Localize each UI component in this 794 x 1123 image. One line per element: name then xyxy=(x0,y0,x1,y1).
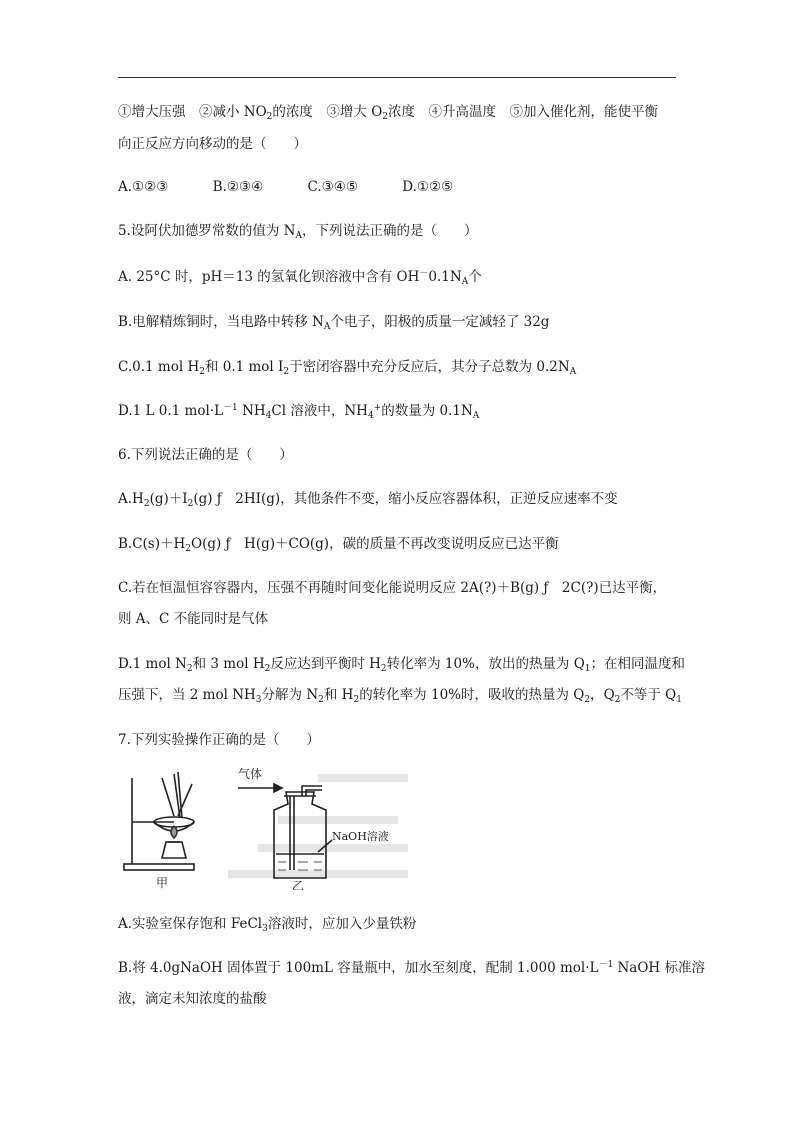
q5-option-b: B.电解精炼铜时，当电路中转移 $N_A$个电子，阳极的质量一定减轻了 32g xyxy=(118,314,550,332)
stand-apparatus xyxy=(124,772,194,870)
q6-option-c-line-1: C.若在恒温恒容容器内，压强不再随时间变化能说明反应 2A(?)＋B(g) ƒ 2C(?)已达平衡， xyxy=(118,580,667,596)
q6-option-d-line-1: D.1 mol $N_2$和 3 mol $H_2$反应达到平衡时 $H_2$转化率为 10%，放出的热量为 $Q_1$；在相同温度和 xyxy=(118,656,686,674)
q6-option-b: $B.C(s)+H_2O(g)$ ƒ H(g)＋CO(g)，碳的质量不再改变说明反应已达平衡 xyxy=(118,536,559,554)
header-rule xyxy=(118,77,676,78)
q7-apparatus-figure xyxy=(118,766,418,890)
q6-option-d-line-2: 压强下，当 2 mol $NH_3$分解为 $N_2$和 $H_2$的转化率为 10%时，吸收的热量为 $Q_2$，$Q_2$不等于 $Q_1$ xyxy=(118,687,682,705)
wash-bottle xyxy=(238,784,332,878)
q6-stem: 6.下列说法正确的是（ ） xyxy=(118,447,293,463)
label-jia: 甲 xyxy=(156,876,169,890)
q4-option-a: A.①②③ xyxy=(118,179,169,195)
q7-stem: 7.下列实验操作正确的是（ ） xyxy=(118,732,320,748)
label-naoh: NaOH溶液 xyxy=(332,830,389,843)
label-yi: 乙 xyxy=(292,879,305,890)
q5-option-c: C.0.1 mol $H_2$和 0.1 mol $I_2$于密闭容器中充分反应后，其分子总数为 $0.2N_A$ xyxy=(118,359,577,377)
q4-option-b: B.②③④ xyxy=(212,179,264,195)
q4-options xyxy=(118,178,493,196)
q5-option-d: D.1 L 0.1 $mol\cdot L^{-1}$ $NH_4Cl$ 溶液中，$NH_4^+$的数量为 $0.1N_A$ xyxy=(118,403,480,421)
label-gas: 气体 xyxy=(238,767,263,781)
q5-stem: 5.设阿伏加德罗常数的值为 $N_A$，下列说法正确的是（ ） xyxy=(118,223,478,241)
q5-option-a: A. 25°C 时，pH＝13 的氢氧化钡溶液中含有 $OH^-0.1N_A$个 xyxy=(118,269,482,287)
q4-line-1: ①增大压强 ②减小 $NO_2$的浓度 ③增大 $O_2$浓度 ④升高温度 ⑤加入催化剂，能使平衡 xyxy=(118,104,658,122)
q4-line-2: 向正反应方向移动的是（ ） xyxy=(118,136,307,152)
q7-option-b-line-1: B.将 4.0gNaOH 固体置于 100mL 容量瓶中，加水至刻度，配制 1.000 $mol\cdot L^{-1}$ NaOH 标准溶 xyxy=(118,960,705,976)
q4-option-d: D.①②⑤ xyxy=(402,179,454,195)
q6-option-c-line-2: 则 A、C 不能同时是气体 xyxy=(118,611,269,627)
solution-hatching xyxy=(278,862,322,870)
q6-option-a: $A.H_2(g)+I_2(g)$ ƒ 2HI(g)，其他条件不变，缩小反应容器体积，正逆反应速率不变 xyxy=(118,491,618,509)
q7-option-b-line-2: 液，滴定未知浓度的盐酸 xyxy=(118,991,267,1007)
q7-option-a: A.实验室保存饱和 FeCl$_3$溶液时，应加入少量铁粉 xyxy=(118,916,417,934)
q4-option-c: C.③④⑤ xyxy=(307,179,358,195)
apparatus-drawing xyxy=(118,766,418,890)
